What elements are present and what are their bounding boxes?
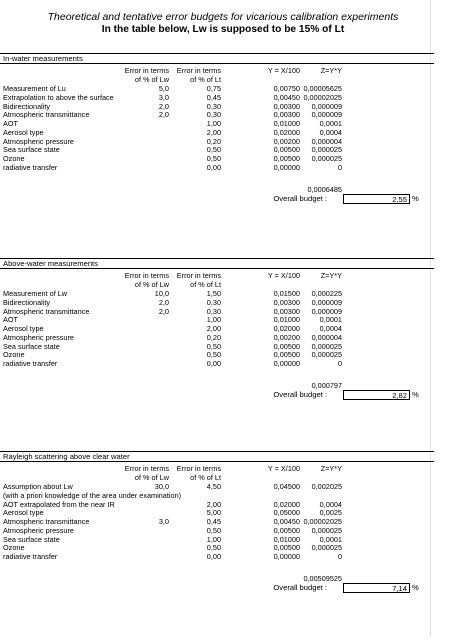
cell-z: 0,000004	[311, 332, 342, 342]
cell-y: 0,00500	[273, 154, 300, 163]
col-header-err-lw-unit: of % of Lw	[134, 472, 169, 482]
row-label: AOT extrapolated from the near IR	[3, 499, 115, 509]
cell-err-lw: 2,0	[158, 306, 169, 316]
sum-of-squares: 0,0006485	[307, 184, 342, 194]
percent-unit: %	[412, 582, 419, 592]
cell-y: 0,00200	[273, 332, 300, 342]
col-header-z: Z=Y*Y	[320, 271, 342, 280]
percent-unit: %	[412, 193, 419, 203]
cell-y: 0,00000	[273, 359, 300, 368]
cell-err-lt: 0,00	[206, 359, 221, 368]
section-heading: In-water measurements	[0, 53, 434, 64]
cell-z: 0,000009	[311, 110, 342, 120]
cell-err-lt: 2,00	[206, 324, 221, 333]
row-label: Aerosol type	[3, 508, 44, 518]
cell-z: 0,000004	[311, 136, 342, 146]
sum-of-squares: 0,000797	[311, 380, 342, 390]
cell-z: 0	[337, 552, 342, 561]
col-header-err-lw-unit: of % of Lw	[134, 74, 169, 84]
col-header-z: Z=Y*Y	[320, 66, 342, 75]
col-header-err-lw-unit: of % of Lw	[134, 279, 169, 289]
row-label: radiative transfer	[3, 359, 58, 368]
cell-z: 0	[337, 359, 342, 368]
cell-err-lt: 2,00	[206, 499, 221, 509]
cell-y: 0,00000	[273, 162, 300, 172]
cell-err-lt: 1,00	[206, 534, 221, 544]
cell-err-lt: 2,00	[206, 127, 221, 137]
cell-y: 0,00500	[273, 350, 300, 360]
row-label: Sea surface state	[3, 145, 60, 155]
overall-budget-label: Overall budget :	[273, 389, 327, 399]
row-label: Measurement of Lu	[3, 84, 66, 93]
col-header-y: Y = X/100	[267, 271, 300, 280]
cell-z: 0	[337, 162, 342, 172]
cell-z: 0,0001	[319, 315, 342, 325]
overall-budget-label: Overall budget :	[273, 193, 327, 203]
cell-err-lt: 4,50	[206, 482, 221, 491]
percent-unit: %	[412, 389, 419, 399]
cell-y: 0,02000	[273, 499, 300, 509]
sum-of-squares: 0,00509525	[303, 573, 342, 583]
row-label: Atmospheric pressure	[3, 136, 74, 146]
cell-err-lt: 0,50	[206, 525, 221, 535]
section-heading: Above-water measurements	[0, 258, 434, 269]
col-header-err-lt: Error in terms	[176, 66, 221, 75]
overall-budget-value: 7,14	[343, 583, 410, 593]
cell-err-lt: 0,00	[206, 162, 221, 172]
cell-z: 0,002025	[311, 482, 342, 491]
cell-y: 0,00300	[273, 297, 300, 307]
table-section	[0, 258, 431, 448]
row-label: Ozone	[3, 350, 25, 360]
row-label: Extrapolation to above the surface	[3, 92, 114, 102]
cell-y: 0,00300	[273, 306, 300, 316]
col-header-err-lw: Error in terms	[124, 464, 169, 473]
col-header-err-lt: Error in terms	[176, 464, 221, 473]
row-label: Ozone	[3, 154, 25, 163]
row-label: AOT	[3, 315, 18, 325]
cell-err-lw: 10,0	[154, 289, 169, 298]
cell-err-lt: 0,45	[206, 517, 221, 526]
cell-err-lw: 2,0	[158, 101, 169, 111]
cell-z: 0,0004	[319, 127, 342, 137]
row-label: Aerosol type	[3, 127, 44, 137]
row-label: Measurement of Lw	[3, 289, 68, 298]
col-header-err-lt-unit: of % of Lt	[190, 279, 221, 289]
cell-err-lt: 0,30	[206, 110, 221, 120]
cell-err-lw: 2,0	[158, 297, 169, 307]
cell-y: 0,00000	[273, 552, 300, 561]
cell-z: 0,0001	[319, 119, 342, 128]
cell-z: 0,0001	[319, 534, 342, 544]
cell-err-lt: 0,20	[206, 136, 221, 146]
cell-y: 0,00300	[273, 110, 300, 120]
row-label: Sea surface state	[3, 534, 60, 544]
table-section	[0, 53, 431, 243]
cell-err-lt: 0,50	[206, 154, 221, 163]
cell-z: 0,00002025	[303, 517, 342, 526]
sheet-title: Theoretical and tentative error budgets for vicarious calibration experiments	[47, 11, 399, 23]
cell-y: 0,00500	[273, 543, 300, 553]
col-header-err-lt-unit: of % of Lt	[190, 74, 221, 84]
row-label: Sea surface state	[3, 341, 60, 351]
cell-err-lt: 1,50	[206, 289, 221, 298]
cell-err-lt: 0,30	[206, 306, 221, 316]
col-header-err-lw: Error in terms	[124, 66, 169, 75]
cell-y: 0,00450	[273, 517, 300, 526]
row-label: Atmospheric pressure	[3, 332, 74, 342]
cell-z: 0,000009	[311, 297, 342, 307]
cell-err-lt: 0,45	[206, 92, 221, 102]
col-header-err-lt: Error in terms	[176, 271, 221, 280]
cell-err-lt: 0,20	[206, 332, 221, 342]
cell-z: 0,0004	[319, 324, 342, 333]
cell-z: 0,000025	[311, 543, 342, 553]
row-label: Atmospheric transmittance	[3, 517, 90, 526]
cell-z: 0,00005625	[303, 84, 342, 93]
cell-y: 0,05000	[273, 508, 300, 518]
cell-err-lt: 0,50	[206, 543, 221, 553]
cell-err-lt: 1,00	[206, 315, 221, 325]
col-header-y: Y = X/100	[267, 464, 300, 473]
cell-y: 0,00200	[273, 136, 300, 146]
row-label: Aerosol type	[3, 324, 44, 333]
col-header-z: Z=Y*Y	[320, 464, 342, 473]
col-header-err-lt-unit: of % of Lt	[190, 472, 221, 482]
cell-err-lw: 3,0	[158, 517, 169, 526]
cell-z: 0,000009	[311, 101, 342, 111]
cell-z: 0,0025	[319, 508, 342, 518]
row-label: Ozone	[3, 543, 25, 553]
row-label: Atmospheric pressure	[3, 525, 74, 535]
cell-err-lt: 0,75	[206, 84, 221, 93]
row-label: Assumption about Lw	[3, 482, 73, 491]
col-header-y: Y = X/100	[267, 66, 300, 75]
section-heading: Rayleigh scattering above clear water	[0, 451, 434, 462]
cell-err-lw: 30,0	[154, 482, 169, 491]
cell-y: 0,04500	[273, 482, 300, 491]
cell-z: 0,00002025	[303, 92, 342, 102]
cell-z: 0,000025	[311, 341, 342, 351]
cell-err-lt: 0,50	[206, 341, 221, 351]
row-label: (with a priori knowledge of the area under examination)	[3, 490, 182, 500]
cell-z: 0,000025	[311, 145, 342, 155]
col-header-err-lw: Error in terms	[124, 271, 169, 280]
cell-err-lw: 5,0	[158, 84, 169, 93]
row-label: AOT	[3, 119, 18, 128]
cell-z: 0,000225	[311, 289, 342, 298]
sheet-subtitle: In the table below, Lw is supposed to be 15% of Lt	[101, 24, 345, 35]
cell-y: 0,00450	[273, 92, 300, 102]
overall-budget-value: 2,55	[343, 194, 410, 204]
cell-y: 0,02000	[273, 127, 300, 137]
cell-z: 0,000025	[311, 525, 342, 535]
row-label: radiative transfer	[3, 552, 58, 561]
table-section	[0, 451, 431, 641]
cell-y: 0,01000	[273, 534, 300, 544]
row-label: Bidirectionality	[3, 101, 51, 111]
cell-y: 0,01500	[273, 289, 300, 298]
cell-y: 0,00500	[273, 341, 300, 351]
cell-y: 0,02000	[273, 324, 300, 333]
cell-y: 0,01000	[273, 119, 300, 128]
cell-err-lt: 0,30	[206, 297, 221, 307]
cell-err-lw: 2,0	[158, 110, 169, 120]
cell-err-lt: 0,00	[206, 552, 221, 561]
cell-z: 0,000025	[311, 154, 342, 163]
cell-err-lt: 5,00	[206, 508, 221, 518]
cell-err-lt: 0,30	[206, 101, 221, 111]
cell-z: 0,000009	[311, 306, 342, 316]
cell-y: 0,00300	[273, 101, 300, 111]
cell-y: 0,01000	[273, 315, 300, 325]
cell-err-lt: 0,50	[206, 350, 221, 360]
row-label: Atmospheric transmittance	[3, 306, 90, 316]
row-label: Atmospheric transmittance	[3, 110, 90, 120]
row-label: Bidirectionality	[3, 297, 51, 307]
cell-y: 0,00750	[273, 84, 300, 93]
row-label: radiative transfer	[3, 162, 58, 172]
cell-err-lw: 3,0	[158, 92, 169, 102]
overall-budget-label: Overall budget :	[273, 582, 327, 592]
overall-budget-value: 2,82	[343, 390, 410, 400]
cell-z: 0,0004	[319, 499, 342, 509]
cell-err-lt: 1,00	[206, 119, 221, 128]
cell-err-lt: 0,50	[206, 145, 221, 155]
cell-z: 0,000025	[311, 350, 342, 360]
cell-y: 0,00500	[273, 145, 300, 155]
cell-y: 0,00500	[273, 525, 300, 535]
